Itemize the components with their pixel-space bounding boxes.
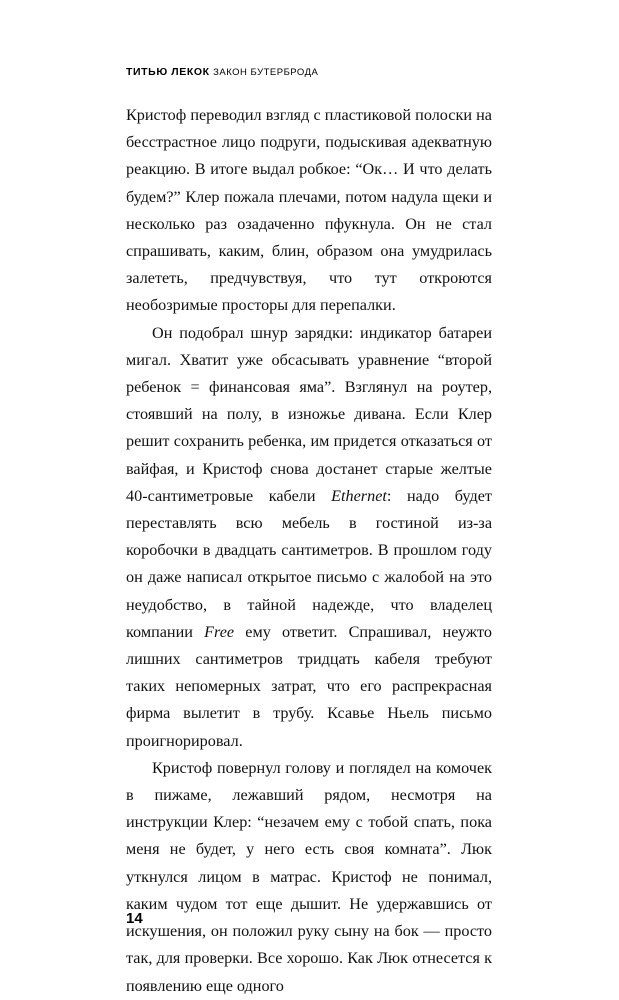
paragraph: Кристоф повернул голову и поглядел на комочек в пижаме, лежавший рядом, несмотря на инструкции Клер: “незачем ему с тобой спать, пока меня не будет, у него есть своя комната”. Люк уткнулся лицом в матрас. Кристоф не понимал, каким чудом тот еще дышит. Не удержавшись от искушения, он положил руку сыну на бок — просто так, для проверки. Все хорошо. Как Люк отнесется к появлению еще одного [126,758,492,995]
paragraph: Он подобрал шнур зарядки: индикатор батареи мигал. Хватит уже обсасывать уравнение “второй ребенок = финансовая яма”. Взглянул на роутер, стоявший на полу, в изножье дивана. Если Клер решит сохранить ребенка, им придется отказаться от вайфая, и Кристоф снова достанет старые желтые 40-сантиметровые кабели Ethernet: надо будет переставлять всю мебель в гостиной из-за коробочки в двадцать сантиметров. В прошлом году он даже написал открытое письмо с жалобой на это неудобство, в тайной надежде, что владелец компании Free ему ответит. Спрашивал, неужто лишних сантиметров тридцать кабеля требуют таких непомерных затрат, что его распрекрасная фирма вылетит в трубу. Ксавье Ньель письмо проигнорировал. [126,323,492,750]
running-head-author: ТИТЬЮ ЛЕКОК [126,66,210,78]
page-body [126,102,492,1000]
paragraph: Кристоф переводил взгляд с пластиковой полоски на бесстрастное лицо подруги, подыскивая адекватную реакцию. В итоге выдал робкое: “Ок… И что делать будем?” Клер пожала плечами, потом надула щеки и несколько раз озадаченно пфукнула. Он не стал спрашивать, каким, блин, образом она умудрилась залететь, предчувствуя, что тут откроются необозримые просторы для перепалки. [126,106,492,315]
page-number: 14 [126,910,143,927]
running-head [126,66,526,78]
running-head-title: ЗАКОН БУТЕРБРОДА [213,67,319,78]
